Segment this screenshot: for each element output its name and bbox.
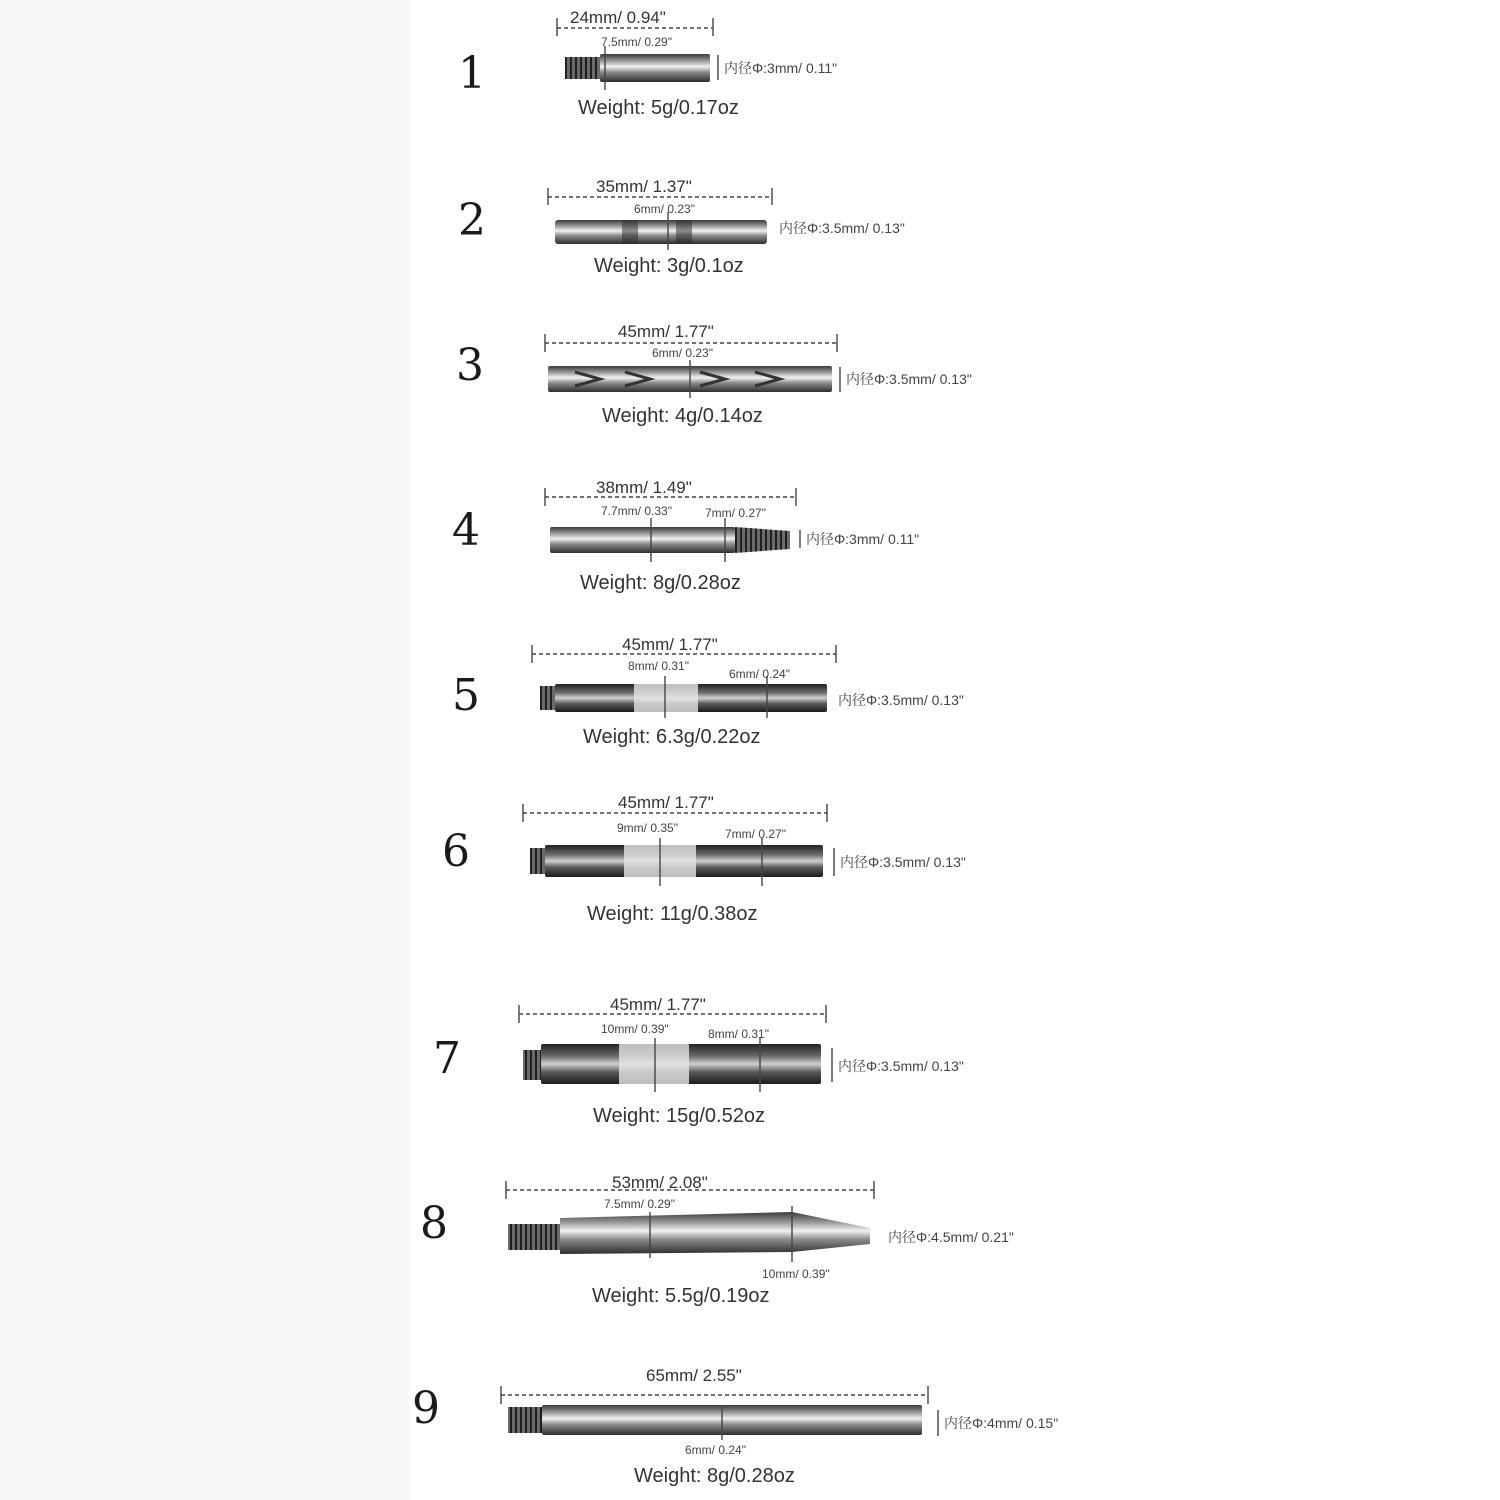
weight-label: Weight: 15g/0.52oz [593,1105,765,1127]
length-label: 35mm/ 1.37" [596,177,692,196]
length-label: 24mm/ 0.94" [570,8,666,27]
length-label: 45mm/ 1.77" [618,793,714,812]
inner-diameter-label: 内径Φ:3.5mm/ 0.13" [838,1058,964,1074]
weight-label: Weight: 8g/0.28oz [580,572,741,594]
weight-label: Weight: 6.3g/0.22oz [583,726,761,748]
sub-dimension-label: 7.5mm/ 0.29" [604,1197,675,1211]
thread [735,527,790,553]
shaft-item-9 [412,1366,1058,1487]
weight-label: Weight: 3g/0.1oz [594,255,744,277]
inner-diameter-label: 内径Φ:4mm/ 0.15" [944,1415,1059,1431]
inner-diameter-label: 内径Φ:3.5mm/ 0.13" [779,220,905,236]
shaft-body [560,1212,870,1254]
shaft-item-8 [420,1173,1014,1307]
shaft-item-4 [452,478,919,594]
shaft-item-3 [456,322,972,427]
weight-label: Weight: 8g/0.28oz [634,1465,795,1487]
sub-dimension-label: 6mm/ 0.23" [652,346,713,360]
sub-dimension-label: 8mm/ 0.31" [708,1027,769,1041]
thread [540,686,556,710]
shaft-item-1 [458,8,837,119]
item-number: 5 [452,670,480,721]
weight-label: Weight: 4g/0.14oz [602,405,763,427]
item-number: 9 [412,1383,440,1434]
sub-dimension-label: 10mm/ 0.39" [762,1267,830,1281]
thread [523,1050,543,1080]
weight-label: Weight: 11g/0.38oz [587,903,758,925]
item-number: 3 [456,340,484,391]
length-label: 38mm/ 1.49" [596,478,692,497]
shaft-item-2 [458,177,905,277]
item-number: 2 [458,195,486,246]
sub-dimension-label: 6mm/ 0.23" [634,202,695,216]
inner-diameter-label: 内径Φ:3.5mm/ 0.13" [846,371,972,387]
inner-diameter-label: 内径Φ:3.5mm/ 0.13" [838,692,964,708]
sub-dimension-label: 10mm/ 0.39" [601,1022,669,1036]
shaft-item-7 [433,995,964,1127]
sub-dimension-label: 7.5mm/ 0.29" [601,35,672,49]
length-label: 45mm/ 1.77" [622,635,718,654]
shaft-body [555,220,767,244]
inner-diameter-label: 内径Φ:4.5mm/ 0.21" [888,1229,1014,1245]
item-number: 4 [452,505,480,556]
weight-label: Weight: 5.5g/0.19oz [592,1285,770,1307]
length-label: 53mm/ 2.08" [612,1173,708,1192]
inner-diameter-label: 内径Φ:3.5mm/ 0.13" [840,854,966,870]
length-label: 45mm/ 1.77" [610,995,706,1014]
weight-label: Weight: 5g/0.17oz [578,97,739,119]
sub-dimension-label: 6mm/ 0.24" [729,667,790,681]
thread [530,848,546,874]
item-number: 1 [458,48,486,99]
sub-dimension-label: 8mm/ 0.31" [628,659,689,673]
sub-dimension-label: 7.7mm/ 0.33" [601,504,672,518]
sub-dimension-label: 7mm/ 0.27" [725,827,786,841]
shaft-item-6 [442,793,966,925]
inner-diameter-label: 内径Φ:3mm/ 0.11" [724,60,838,76]
shaft-item-5 [452,635,964,748]
item-number: 7 [433,1033,461,1084]
thread [508,1224,562,1250]
item-number: 6 [442,826,470,877]
shaft-body [550,527,735,553]
shaft-body [542,1405,922,1435]
thread [565,57,603,79]
sub-dimension-label: 6mm/ 0.24" [685,1443,746,1457]
item-number: 8 [420,1198,448,1249]
sub-dimension-label: 7mm/ 0.27" [705,506,766,520]
thread [508,1407,544,1433]
shaft-body [600,54,710,82]
length-label: 65mm/ 2.55" [646,1366,742,1385]
sub-dimension-label: 9mm/ 0.35" [617,821,678,835]
length-label: 45mm/ 1.77" [618,322,714,341]
inner-diameter-label: 内径Φ:3mm/ 0.11" [806,531,920,547]
